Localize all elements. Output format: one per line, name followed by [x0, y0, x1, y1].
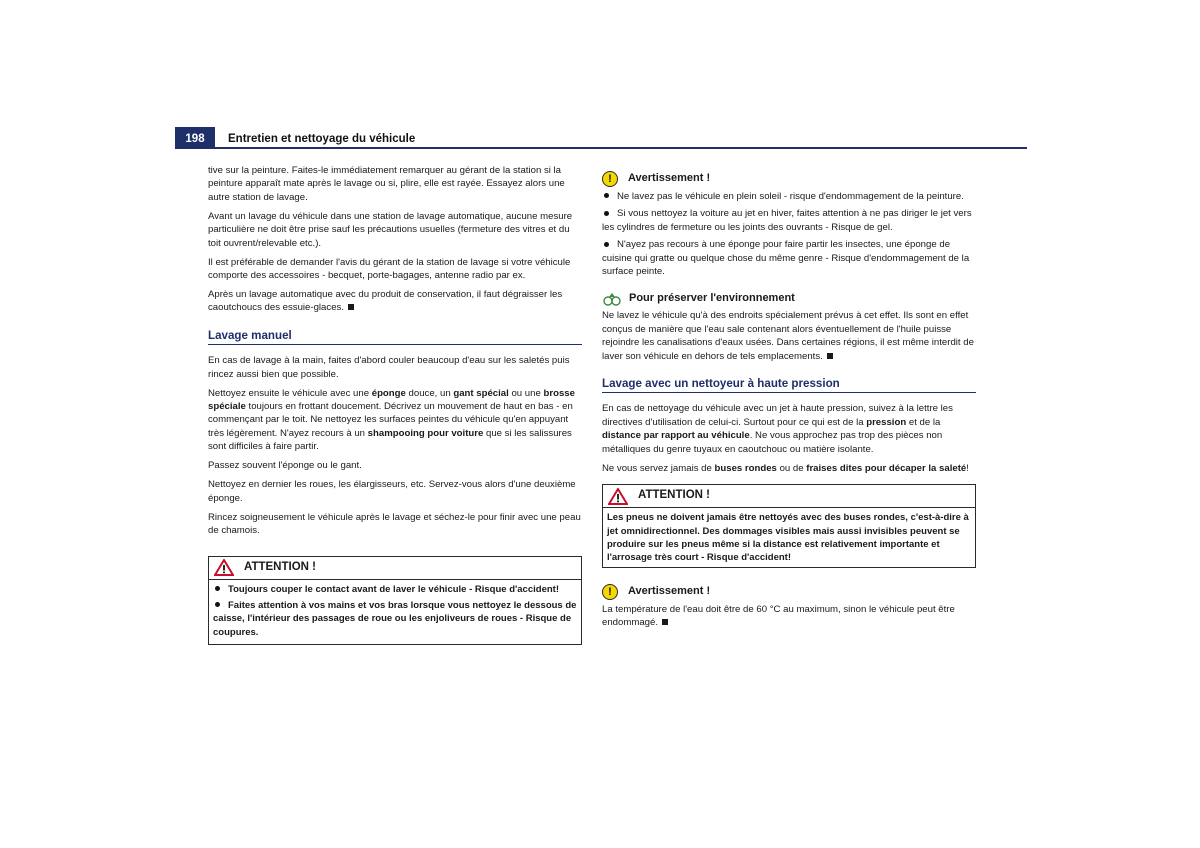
section-title-lavage-manuel: Lavage manuel — [208, 329, 582, 345]
end-mark-icon — [348, 304, 354, 310]
warning-title: Avertissement ! — [628, 585, 711, 598]
chapter-title: Entretien et nettoyage du véhicule — [228, 133, 416, 145]
environment-title: Pour préserver l'environnement — [629, 291, 795, 304]
paragraph: En cas de nettoyage du véhicule avec un jet à haute pression, suivez à la lettre les directives d'utilisation de celui-ci. Surtout pour ce qui est de la pression et de la distance par rapport au véhicule. Ne vous approchez pas trop des pièces non métalliques du genre tuyaux en caoutchouc ou matière isolante. — [602, 403, 953, 455]
end-mark-icon — [827, 353, 833, 359]
paragraph: Nettoyez en dernier les roues, les élargisseurs, etc. Servez-vous alors d'une deuxième éponge. — [208, 479, 576, 504]
paragraph: Nettoyez ensuite le véhicule avec une éponge douce, un gant spécial ou une brosse spéciale toujours en frottant doucement. Décrivez un mouvement de haut en bas - en commençant par le toit. Ne nettoyez les surfaces peintes du véhicule qu'en appuyant très légèrement. N'ayez recours à un shampooing pour voiture que si les salissures sont difficiles à faire partir. — [208, 387, 575, 453]
page-number: 198 — [175, 127, 215, 148]
warning-header — [602, 171, 976, 187]
exclamation-icon: ! — [602, 584, 618, 600]
paragraph: Avant un lavage du véhicule dans une station de lavage automatique, aucune mesure particulière ne doit être prise sauf les précautions usuelles (fermeture des vitres et du toit ouvrent/relevable etc.). — [208, 210, 573, 249]
list-item: N'ayez pas recours à une éponge pour faire partir les insectes, une éponge de cuisine qui gratte ou quelque chose du même genre - Risque d'endommagement de la surface peinte. — [602, 239, 970, 278]
environment-icon — [602, 290, 622, 306]
attention-body: Les pneus ne doivent jamais être nettoyés avec des buses rondes, c'est-à-dire à jet omnidirectionnel. Des dommages visibles mais aussi invisibles peuvent se produire sur les pneus même si la distance est relativement importante et l'arrosage très court - Risque d'accident! — [607, 512, 969, 564]
list-item: Ne lavez pas le véhicule en plein soleil - risque d'endommagement de la peinture. — [602, 190, 976, 203]
attention-body — [209, 580, 581, 645]
paragraph: tive sur la peinture. Faites-le immédiatement remarquer au gérant de la station si la peinture apparaît mate après le lavage ou si, plire, elle est rayée. Essayez alors une autre station de lavage. — [208, 165, 565, 203]
warning-triangle-icon — [214, 559, 234, 576]
attention-title: ATTENTION ! — [244, 560, 316, 573]
bullet-icon — [604, 193, 609, 198]
paragraph: Ne lavez le véhicule qu'à des endroits spécialement prévus à cet effet. Ils sont en effet conçus de manière que l'eau sale contenant alors éventuellement de l'huile puisse rejoindre les canalisations d'eaux usées. Dans certaines régions, il est même interdit de laver son véhicule en dehors de tels emplacements. — [602, 310, 974, 362]
left-column — [208, 164, 582, 645]
bullet-icon — [215, 602, 220, 607]
paragraph: Après un lavage automatique avec du produit de conservation, il faut dégraisser les caoutchoucs des essuie-glaces. — [208, 289, 563, 314]
paragraph: Rincez soigneusement le véhicule après le lavage et séchez-le pour finir avec une peau de chamois. — [208, 511, 581, 537]
attention-title: ATTENTION ! — [638, 489, 710, 502]
header-rule — [175, 147, 1027, 149]
attention-header — [209, 557, 581, 580]
list-item: Si vous nettoyez la voiture au jet en hiver, faites attention à ne pas diriger le jet vers les cylindres de fermeture ou les joints des ouvrants - Risque de gel. — [602, 208, 972, 233]
warning-header — [602, 584, 976, 600]
paragraph: Ne vous servez jamais de buses rondes ou de fraises dites pour décaper la saleté! — [602, 462, 969, 474]
page-header — [175, 127, 1027, 149]
paragraph: Il est préférable de demander l'avis du gérant de la station de lavage si votre véhicule comporte des accessoires - becquet, porte-bagages, antenne radio par ex. — [208, 256, 571, 282]
paragraph: En cas de lavage à la main, faites d'abord couler beaucoup d'eau sur les saletés puis rincez aussi bien que possible. — [208, 355, 570, 380]
section-title-haute-pression: Lavage avec un nettoyeur à haute pression — [602, 377, 976, 393]
paragraph: Passez souvent l'éponge ou le gant. — [208, 460, 362, 472]
end-mark-icon — [662, 619, 668, 625]
warning-title: Avertissement ! — [628, 172, 711, 185]
list-item: Faites attention à vos mains et vos bras lorsque vous nettoyez le dessous de caisse, l'intérieur des passages de roue ou les enjoliveurs de roues - Risque de coupures. — [213, 599, 577, 638]
bullet-icon — [215, 586, 220, 591]
right-column — [602, 171, 976, 635]
list-item: Toujours couper le contact avant de laver le véhicule - Risque d'accident! — [213, 583, 577, 596]
attention-box — [602, 484, 976, 568]
bullet-icon — [604, 211, 609, 216]
warning-triangle-icon — [608, 488, 628, 505]
attention-box — [208, 556, 582, 646]
environment-header — [602, 290, 976, 306]
paragraph: La température de l'eau doit être de 60 °C au maximum, sinon le véhicule peut être endommagé. — [602, 603, 955, 629]
bullet-icon — [604, 242, 609, 247]
attention-header — [603, 485, 975, 508]
exclamation-icon: ! — [602, 171, 618, 187]
